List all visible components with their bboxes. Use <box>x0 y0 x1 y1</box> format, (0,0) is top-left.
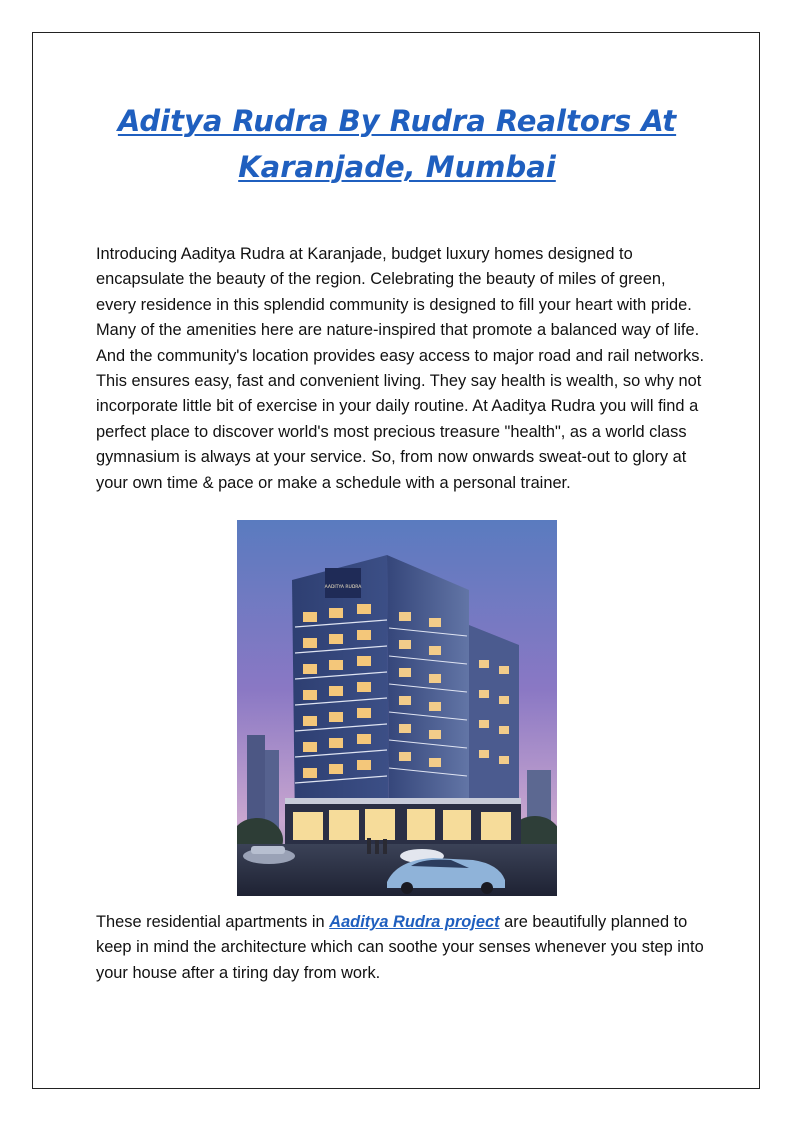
paragraph-text-after: are beautifully planned to keep in mind the architecture which can soothe your senses whenever you step into your house after a tiring day from work. <box>96 913 704 982</box>
project-link[interactable]: Aaditya Rudra project <box>329 913 500 931</box>
intro-paragraph: Introducing Aaditya Rudra at Karanjade, budget luxury homes designed to encapsulate the beauty of the region. Celebrating the beauty of miles of green, every residence in this splendid community is designed to fill your heart with pride. Many of the amenities here are nature-inspired that promote a balanced way of life. And the community's location provides easy access to major road and rail networks. This ensures easy, fast and convenient living. They say health is wealth, so why not incorporate little bit of exercise in your daily routine. At Aaditya Rudra you will find a perfect place to discover world's most precious treasure "health", as a world class gymnasium is always at your service. So, from now onwards sweat-out to glory at your own time & pace or make a schedule with a personal trainer. <box>96 245 705 492</box>
second-paragraph <box>96 910 706 986</box>
building-image <box>237 520 557 896</box>
page-title <box>60 98 734 190</box>
building-sign-text: AADITYA RUDRA <box>324 585 362 590</box>
paragraph-text-before: These residential apartments in <box>96 913 330 931</box>
title-link[interactable]: Aditya Rudra By Rudra Realtors At Karanjade, Mumbai <box>117 104 677 184</box>
